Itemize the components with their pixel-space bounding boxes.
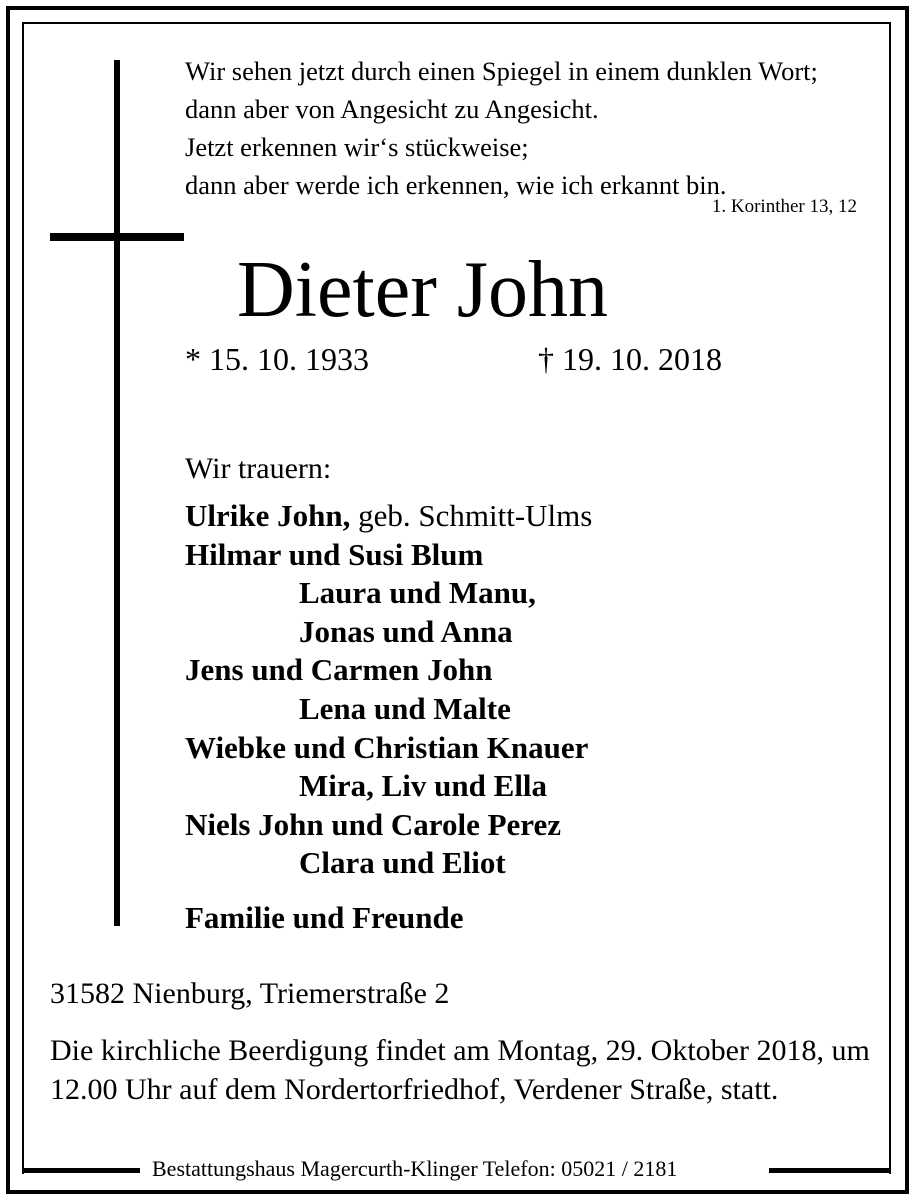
mourner-name: Clara und Eliot [299, 845, 506, 881]
cross-icon-vertical-bar [114, 60, 120, 926]
mourner-line [185, 806, 865, 845]
mourner-name: Hilmar und Susi Blum [185, 536, 484, 572]
mourner-name: Niels John und Carole Perez [185, 806, 562, 842]
mourner-name-suffix: geb. Schmitt-Ulms [350, 498, 593, 533]
mourner-line [185, 536, 865, 575]
verse-line: Jetzt erkennen wir‘s stückweise; [185, 132, 529, 162]
funeral-home-footer: Bestattungshaus Magercurth-Klinger Telefon: 05021 / 2181 [148, 1153, 681, 1185]
mourner-line [185, 729, 865, 768]
deceased-name: Dieter John [237, 246, 609, 334]
funeral-notice: Die kirchliche Beerdigung findet am Montag, 29. Oktober 2018, um 12.00 Uhr auf dem Nordertorfriedhof, Verdener Straße, statt. [50, 1034, 870, 1106]
mourner-line [185, 574, 865, 613]
mourner-name: Laura und Manu, [299, 575, 536, 611]
mourner-name: Jonas und Anna [299, 613, 513, 649]
mourner-name: Ulrike John, [185, 498, 351, 533]
mourner-line [185, 767, 865, 806]
cross-icon-horizontal-bar [50, 233, 184, 241]
mourner-line [185, 844, 865, 883]
verse-line: Wir sehen jetzt durch einen Spiegel in einem dunklen Wort; [185, 56, 818, 86]
mourner-line [185, 613, 865, 652]
mourner-name: Lena und Malte [299, 690, 511, 726]
footer-rule-right [769, 1168, 889, 1173]
birth-date: * 15. 10. 1933 [185, 341, 369, 377]
death-date: † 19. 10. 2018 [538, 341, 722, 377]
mourners-list [185, 497, 865, 883]
verse-line: dann aber werde ich erkennen, wie ich erkannt bin. [185, 170, 727, 200]
verse-line: dann aber von Angesicht zu Angesicht. [185, 94, 599, 124]
mourner-name: Mira, Liv und Ella [299, 768, 548, 804]
mourner-line [185, 690, 865, 729]
mourner-name: Wiebke und Christian Knauer [185, 729, 589, 765]
mourners-closing: Familie und Freunde [185, 900, 464, 935]
mourning-intro: Wir trauern: [185, 452, 332, 485]
mourner-line [185, 497, 865, 536]
footer-rule-left [22, 1168, 140, 1173]
bible-verse [185, 52, 885, 204]
verse-reference: 1. Korinther 13, 12 [711, 196, 857, 217]
mourner-name: Jens und Carmen John [185, 652, 493, 688]
address: 31582 Nienburg, Triemerstraße 2 [50, 977, 450, 1010]
mourner-line [185, 651, 865, 690]
